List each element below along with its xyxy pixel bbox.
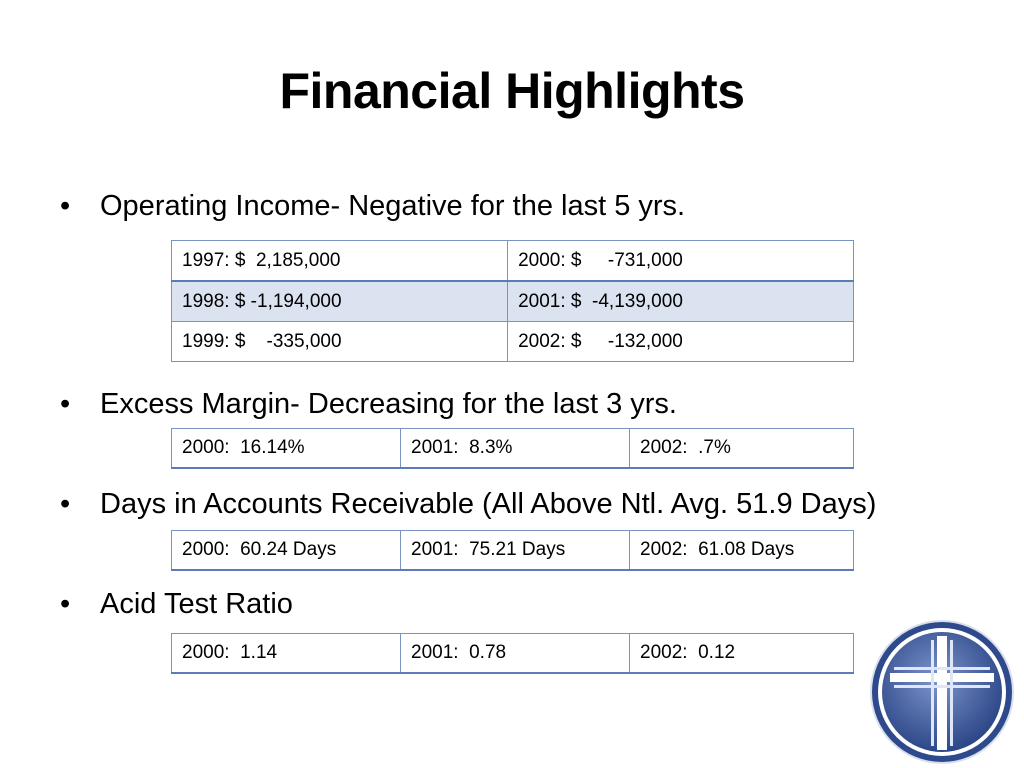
table-cell: 1997: $ 2,185,000 <box>172 241 508 282</box>
table-cell: 2001: $ -4,139,000 <box>508 281 854 322</box>
table-row <box>172 531 854 571</box>
table-cell: 2000: $ -731,000 <box>508 241 854 282</box>
bullet-dot: • <box>60 488 71 520</box>
acid-test-table <box>171 633 854 674</box>
table-cell: 2002: 0.12 <box>630 634 854 674</box>
table-cell: 2001: 75.21 Days <box>401 531 630 571</box>
table-cell: 2000: 1.14 <box>172 634 401 674</box>
bullet-operating-income <box>60 190 685 223</box>
table-cell: 1999: $ -335,000 <box>172 322 508 362</box>
bullet-dot: • <box>60 388 71 420</box>
bullet-dot: • <box>60 588 71 620</box>
excess-margin-table <box>171 428 854 469</box>
table-row <box>172 429 854 469</box>
table-cell: 2002: 61.08 Days <box>630 531 854 571</box>
table-row <box>172 281 854 322</box>
table-row <box>172 322 854 362</box>
bullet-text: Days in Accounts Receivable (All Above Ntl. Avg. 51.9 Days) <box>100 488 877 520</box>
bullet-dot: • <box>60 190 71 222</box>
bullet-text: Excess Margin- Decreasing for the last 3 yrs. <box>100 388 677 420</box>
table-cell: 2002: .7% <box>630 429 854 469</box>
table-cell: 2001: 0.78 <box>401 634 630 674</box>
table-cell: 2000: 16.14% <box>172 429 401 469</box>
table-row <box>172 241 854 282</box>
table-cell: 2001: 8.3% <box>401 429 630 469</box>
table-row <box>172 634 854 674</box>
bullet-excess-margin <box>60 388 677 421</box>
bullet-text: Acid Test Ratio <box>100 588 293 620</box>
table-cell: 1998: $ -1,194,000 <box>172 281 508 322</box>
days-receivable-table <box>171 530 854 571</box>
bullet-text: Operating Income- Negative for the last 5 yrs. <box>100 190 686 222</box>
table-cell: 2002: $ -132,000 <box>508 322 854 362</box>
cross-logo-icon <box>868 618 1016 766</box>
table-cell: 2000: 60.24 Days <box>172 531 401 571</box>
operating-income-table <box>171 240 854 362</box>
bullet-acid-test <box>60 588 293 621</box>
page-title: Financial Highlights <box>279 63 745 119</box>
bullet-days-receivable <box>60 488 876 521</box>
